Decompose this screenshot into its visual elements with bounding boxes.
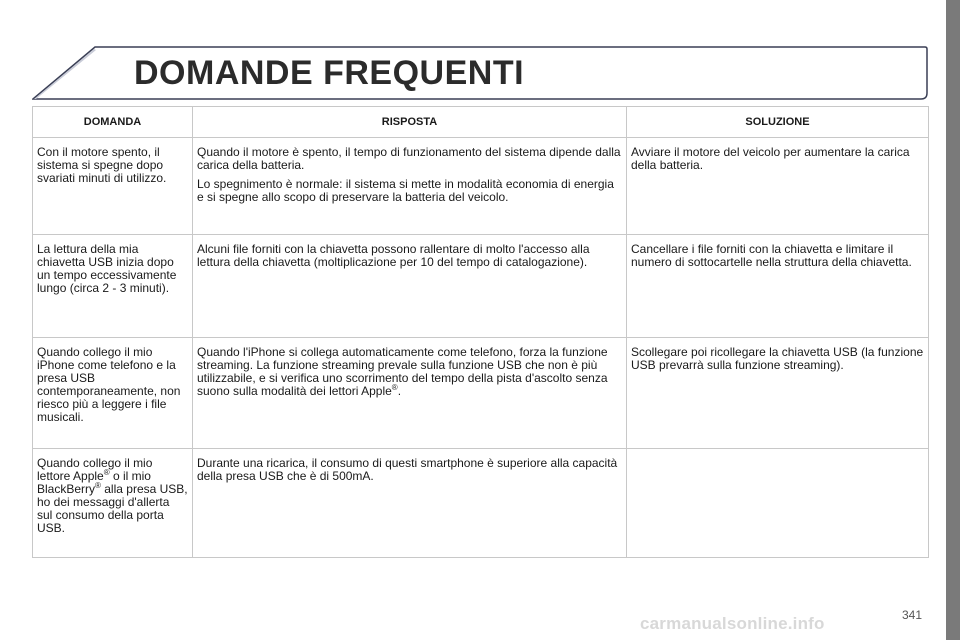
faq-table xyxy=(32,106,929,558)
answer-paragraph xyxy=(197,346,622,398)
table-row xyxy=(33,338,929,449)
question-cell xyxy=(33,138,193,235)
question-text: La lettura della mia chiavetta USB inizia dopo un tempo eccessivamente lungo (circa 2 - 3 minuti). xyxy=(37,242,177,295)
page-title: DOMANDE FREQUENTI xyxy=(134,54,525,92)
solution-cell xyxy=(627,449,929,558)
table-row xyxy=(33,138,929,235)
table-row xyxy=(33,235,929,338)
column-header-solution: SOLUZIONE xyxy=(627,107,929,138)
table-row xyxy=(33,449,929,558)
table-header-row xyxy=(33,107,929,138)
solution-cell xyxy=(627,235,929,338)
answer-cell xyxy=(193,449,627,558)
answer-paragraph: Alcuni file forniti con la chiavetta possono rallentare di molto l'accesso alla lettura della chiavetta (moltiplicazione per 10 del tempo di catalogazione). xyxy=(197,242,590,269)
side-bar xyxy=(946,0,960,640)
watermark: carmanualsonline.info xyxy=(640,614,825,633)
page-number: 341 xyxy=(902,608,923,622)
question-cell xyxy=(33,235,193,338)
solution-text: Scollegare poi ricollegare la chiavetta USB (la funzione USB prevarrà sulla funzione streaming). xyxy=(631,345,924,372)
page-header xyxy=(32,46,928,100)
answer-cell xyxy=(193,338,627,449)
solution-cell xyxy=(627,138,929,235)
registered-mark: ® xyxy=(103,468,110,477)
question-text: Con il motore spento, il sistema si spegne dopo svariati minuti di utilizzo. xyxy=(37,145,167,185)
answer-cell xyxy=(193,138,627,235)
question-text: alla presa USB, ho dei messaggi d'allerta sul consumo della porta USB. xyxy=(37,482,188,535)
question-text: o il mio BlackBerry xyxy=(37,469,151,496)
registered-mark: ® xyxy=(391,383,398,392)
answer-text: Quando l'iPhone si collega automaticamente come telefono, forza la funzione streaming. La funzione streaming prevale sulla funzione USB che non è più utilizzabile, e si verifica uno scorrimento del tempo della pista d'ascolto senza suono sulla modalità dei lettori Apple xyxy=(197,345,608,398)
answer-paragraph: Lo spegnimento è normale: il sistema si mette in modalità economia di energia e si spegne allo scopo di preservare la batteria del veicolo. xyxy=(197,177,614,204)
question-text: Quando collego il mio lettore Apple xyxy=(37,456,153,483)
column-header-question: DOMANDA xyxy=(33,107,193,138)
column-header-answer: RISPOSTA xyxy=(193,107,627,138)
solution-text: Avviare il motore del veicolo per aumentare la carica della batteria. xyxy=(631,145,910,172)
answer-paragraph: Quando il motore è spento, il tempo di funzionamento del sistema dipende dalla carica della batteria. xyxy=(197,145,621,172)
answer-cell xyxy=(193,235,627,338)
question-cell xyxy=(33,449,193,558)
question-text: Quando collego il mio iPhone come telefono e la presa USB contemporaneamente, non riesco più a leggere i file musicali. xyxy=(37,345,181,424)
registered-mark: ® xyxy=(95,481,101,490)
solution-cell xyxy=(627,338,929,449)
solution-text: Cancellare i file forniti con la chiavetta e limitare il numero di sottocartelle nella struttura della chiavetta. xyxy=(631,242,912,269)
question-cell xyxy=(33,338,193,449)
answer-paragraph: Durante una ricarica, il consumo di questi smartphone è superiore alla capacità della presa USB che è di 500mA. xyxy=(197,456,618,483)
answer-period: . xyxy=(397,384,402,398)
